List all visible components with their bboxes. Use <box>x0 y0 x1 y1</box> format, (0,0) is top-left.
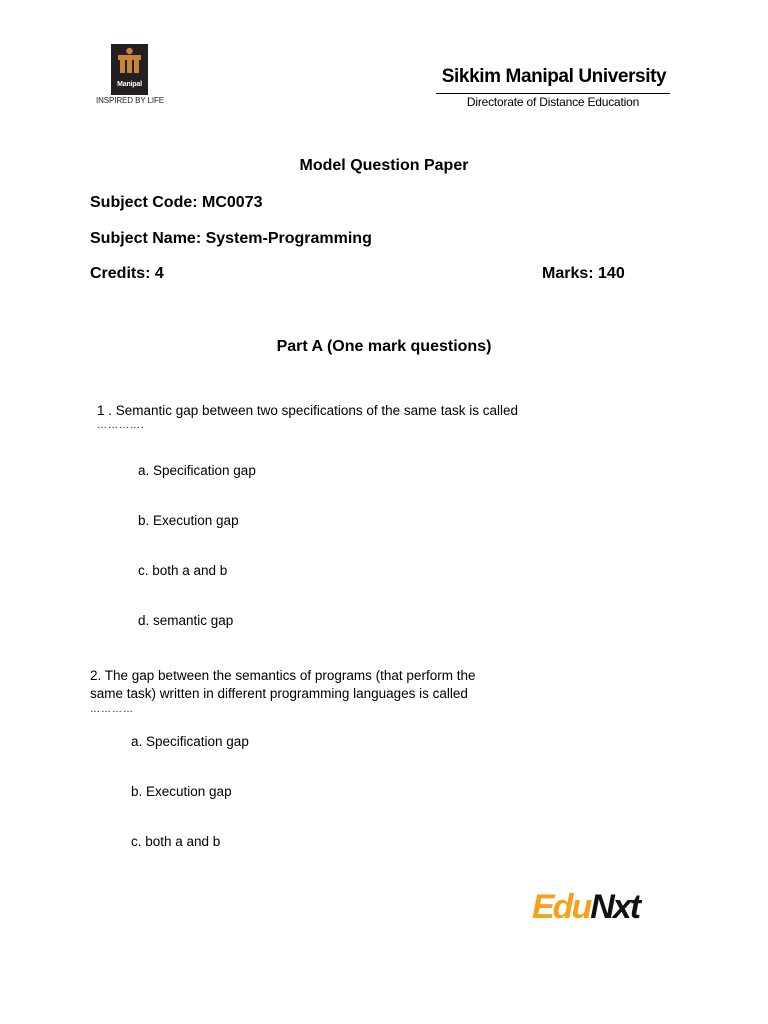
subject-code: Subject Code: MC0073 <box>90 194 263 211</box>
question-1-option-c: c. both a and b <box>138 563 228 578</box>
question-1-option-d: d. semantic gap <box>138 613 234 628</box>
question-2-option-a: a. Specification gap <box>131 734 249 749</box>
credits: Credits: 4 <box>90 265 164 282</box>
part-heading: Part A (One mark questions) <box>276 338 492 355</box>
edunext-logo-part-3: xt <box>612 888 640 926</box>
question-2-line-3: ………… <box>90 704 134 715</box>
question-2-option-b: b. Execution gap <box>131 784 232 799</box>
question-1-option-a: a. Specification gap <box>138 463 256 478</box>
logo-tagline: INSPIRED BY LIFE <box>95 96 165 105</box>
directorate-name: Directorate of Distance Education <box>466 95 640 109</box>
marks: Marks: 140 <box>542 265 625 282</box>
edunext-logo <box>532 888 639 927</box>
subject-name: Subject Name: System-Programming <box>90 230 372 247</box>
university-name: Sikkim Manipal University <box>441 66 667 87</box>
edunext-logo-part-2: N <box>590 888 613 926</box>
question-2-line-1: 2. The gap between the semantics of programs (that perform the <box>90 668 476 683</box>
question-1-line-1: 1 . Semantic gap between two specifications of the same task is called <box>97 403 518 418</box>
question-1-option-b: b. Execution gap <box>138 513 239 528</box>
manipal-logo <box>111 44 148 95</box>
paper-title: Model Question Paper <box>299 157 469 174</box>
question-2-text <box>90 667 475 717</box>
logo-brand-text: Manipal <box>117 81 142 88</box>
question-1-line-2: …………. <box>97 420 145 431</box>
question-1-text <box>97 402 518 432</box>
question-2-option-c: c. both a and b <box>131 834 221 849</box>
manipal-emblem-icon <box>111 44 148 81</box>
header-divider <box>436 93 670 94</box>
edunext-logo-part-1: Edu <box>532 888 591 926</box>
question-2-line-2: same task) written in different programming languages is called <box>90 686 468 701</box>
